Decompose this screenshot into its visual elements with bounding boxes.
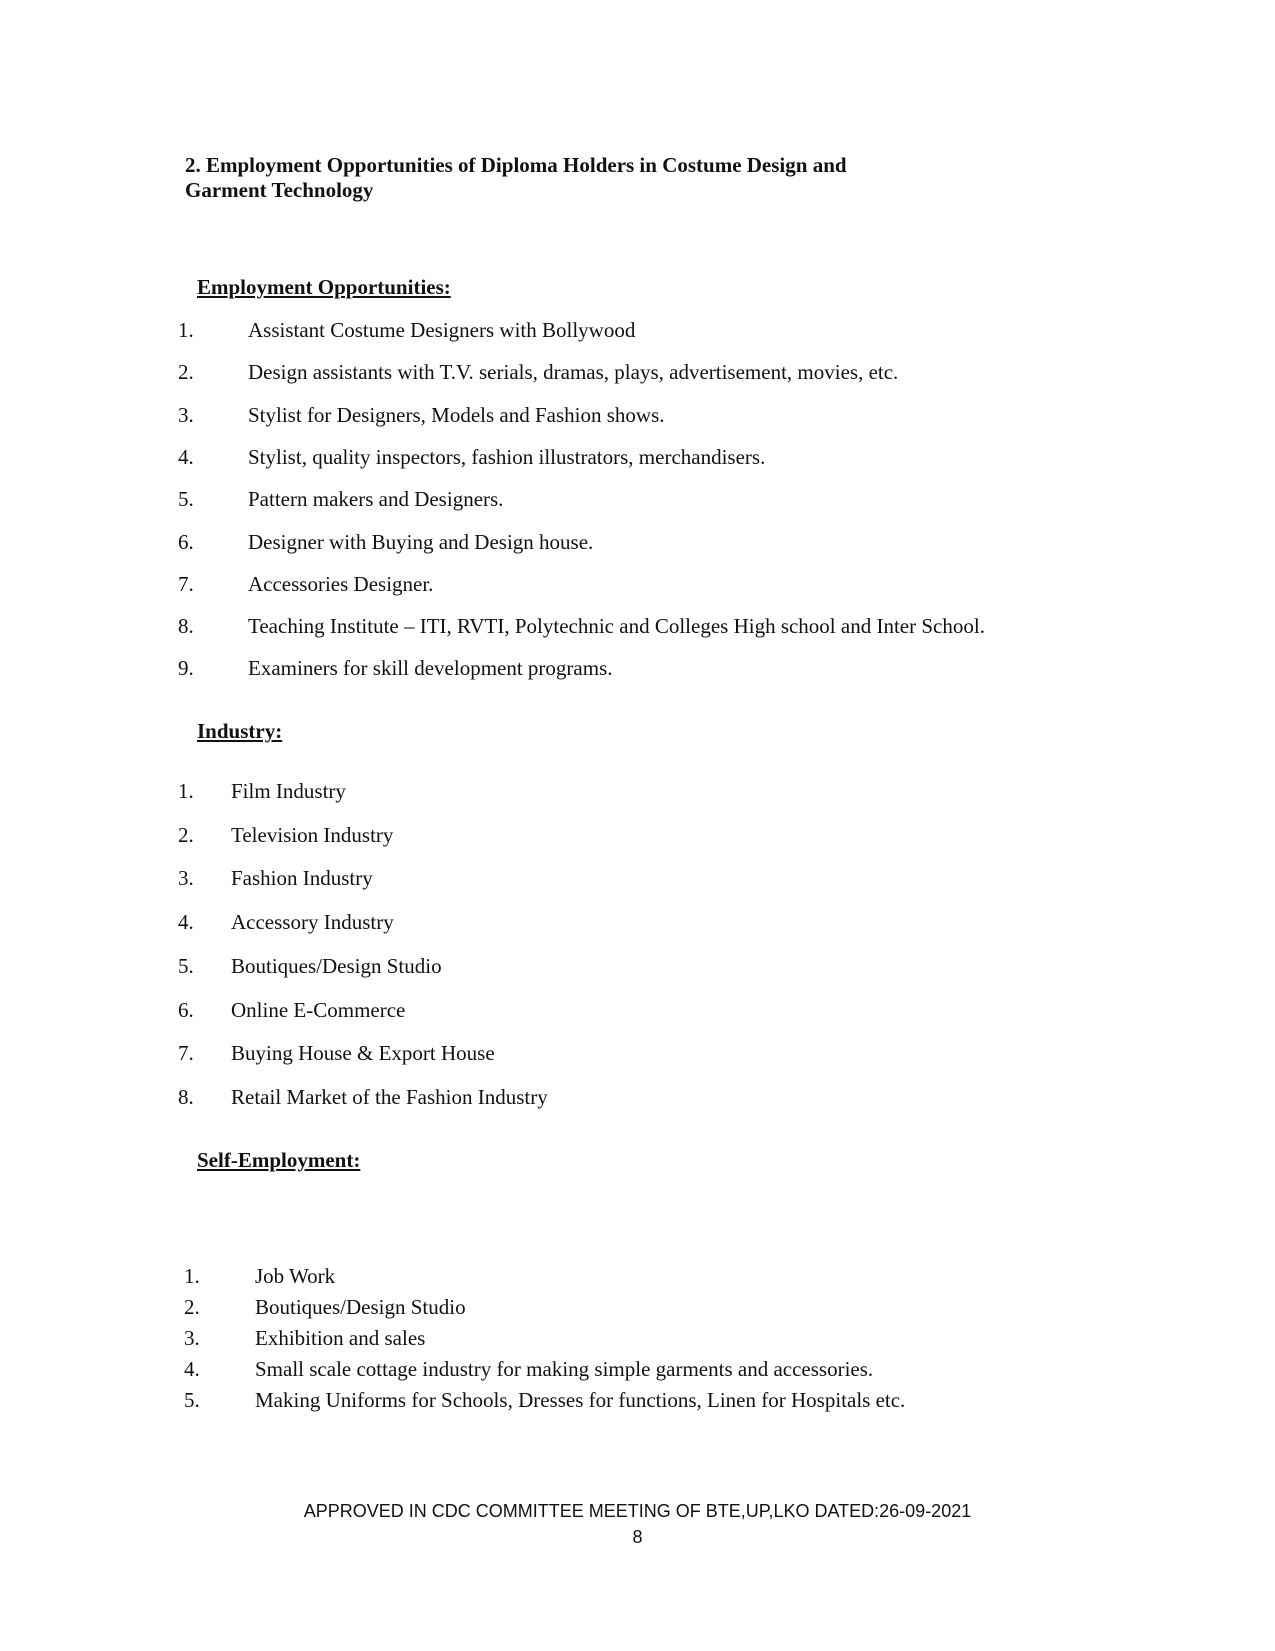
- list-item-text: Film Industry: [231, 779, 346, 803]
- list-item-text: Exhibition and sales: [255, 1326, 426, 1350]
- list-item-text: Accessory Industry: [231, 910, 394, 935]
- list-item-number: 4.: [184, 1357, 200, 1381]
- list-item-text: Boutiques/Design Studio: [231, 953, 442, 978]
- list-item-number: 5.: [178, 487, 194, 512]
- list-item-number: 4.: [178, 910, 194, 935]
- section-heading: [185, 153, 847, 203]
- list-item-text: Teaching Institute – ITI, RVTI, Polytechnic and Colleges High school and Inter School.: [248, 614, 985, 639]
- list-item-text: Examiners for skill development programs.: [248, 656, 613, 681]
- list-item-number: 1.: [178, 318, 194, 342]
- list-item-number: 5.: [184, 1388, 200, 1412]
- list-item-number: 1.: [184, 1264, 200, 1288]
- employment-opportunities-heading: Employment Opportunities:: [197, 275, 451, 299]
- page-number: 8: [632, 1527, 643, 1547]
- list-item-text: Television Industry: [231, 822, 394, 847]
- section-heading-line1: 2. Employment Opportunities of Diploma Holders in Costume Design and: [185, 153, 847, 177]
- list-item-number: 8.: [178, 1084, 194, 1109]
- list-item-number: 1.: [178, 779, 194, 803]
- list-item-number: 6.: [178, 997, 194, 1022]
- list-item-text: Fashion Industry: [231, 866, 373, 891]
- list-item-number: 3.: [178, 402, 194, 427]
- self-employment-heading: Self-Employment:: [197, 1148, 361, 1172]
- list-item-number: 6.: [178, 529, 194, 554]
- list-item-text: Pattern makers and Designers.: [248, 487, 504, 512]
- list-item-text: Design assistants with T.V. serials, dramas, plays, advertisement, movies, etc.: [248, 360, 899, 385]
- list-item-text: Online E-Commerce: [231, 997, 406, 1022]
- list-item-text: Stylist for Designers, Models and Fashion shows.: [248, 402, 665, 427]
- list-item-number: 9.: [178, 656, 194, 681]
- list-item-number: 2.: [184, 1295, 200, 1319]
- section-heading-line2: Garment Technology: [185, 178, 374, 202]
- list-item-text: Boutiques/Design Studio: [255, 1295, 466, 1319]
- industry-heading: Industry:: [197, 719, 283, 743]
- list-item-text: Making Uniforms for Schools, Dresses for functions, Linen for Hospitals etc.: [255, 1388, 906, 1412]
- list-item-number: 5.: [178, 953, 194, 978]
- list-item-text: Job Work: [255, 1264, 336, 1288]
- list-item-text: Stylist, quality inspectors, fashion illustrators, merchandisers.: [248, 444, 766, 469]
- list-item-text: Buying House & Export House: [231, 1041, 495, 1066]
- list-item-number: 2.: [178, 822, 194, 847]
- list-item-text: Small scale cottage industry for making simple garments and accessories.: [255, 1357, 874, 1381]
- list-item-text: Accessories Designer.: [248, 571, 434, 596]
- list-item-text: Designer with Buying and Design house.: [248, 529, 594, 554]
- list-item-text: Retail Market of the Fashion Industry: [231, 1084, 548, 1109]
- list-item-number: 8.: [178, 614, 194, 639]
- list-item-number: 2.: [178, 360, 194, 385]
- list-item-number: 3.: [184, 1326, 200, 1350]
- list-item-number: 7.: [178, 571, 194, 596]
- approval-note: APPROVED IN CDC COMMITTEE MEETING OF BTE,UP,LKO DATED:26-09-2021: [303, 1501, 972, 1521]
- list-item-text: Assistant Costume Designers with Bollywood: [248, 318, 636, 342]
- list-item-number: 4.: [178, 444, 194, 469]
- list-item-number: 7.: [178, 1041, 194, 1066]
- list-item-number: 3.: [178, 866, 194, 891]
